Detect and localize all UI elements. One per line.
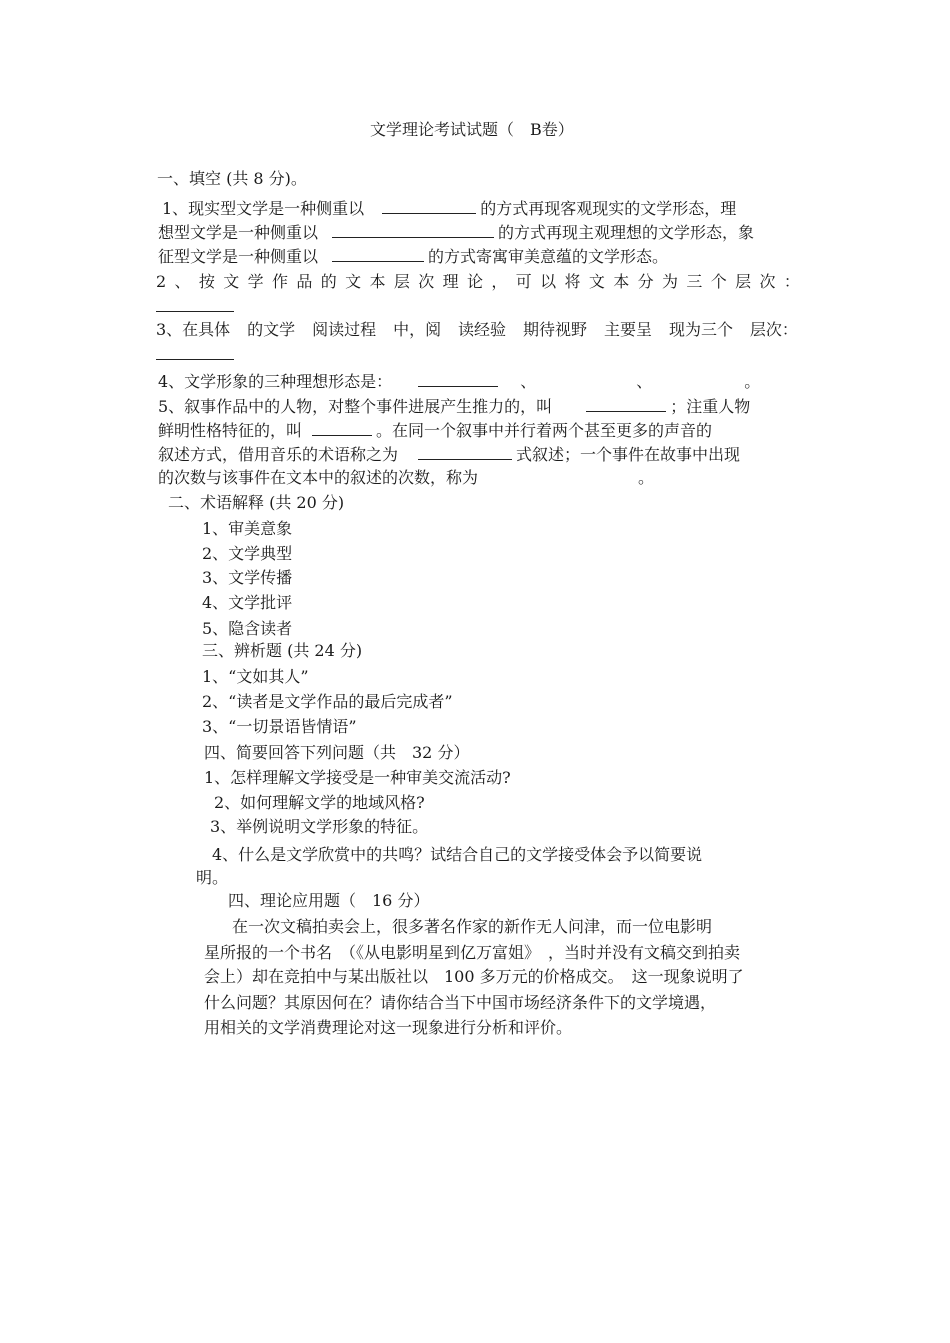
section-3-heading: 三、辨析题 (共 24 分)	[202, 641, 363, 660]
answer-blank	[418, 444, 512, 460]
q5-text-a: 5、叙事作品中的人物，对整个事件进展产生推力的，叫	[158, 397, 553, 416]
q1-text-e: 征型文学是一种侧重以	[158, 247, 319, 266]
term-item: 4、文学批评	[202, 593, 293, 612]
section-5-heading: 四、理论应用题（ 16 分）	[228, 891, 430, 910]
analysis-item: 2、“读者是文学作品的最后完成者”	[202, 692, 453, 711]
q3-segment: 读经验	[458, 320, 507, 339]
q3-segment: 3、在具体	[156, 320, 231, 339]
q3-line	[156, 320, 798, 342]
term-item: 1、审美意象	[202, 519, 293, 538]
answer-blank	[418, 371, 498, 387]
q5-text-f: 式叙述；一个事件在故事中出现	[516, 445, 741, 464]
q2-segment: 将	[564, 272, 581, 291]
q2-segment: 本	[613, 272, 630, 291]
application-paragraph-line: 星所报的一个书名 （《从电影明星到亿万富姐》 ，当时并没有文稿交到拍卖	[204, 943, 741, 962]
q2-segment: 文	[588, 272, 605, 291]
q3-segment: 层次：	[749, 320, 798, 339]
term-item: 5、隐含读者	[202, 619, 293, 638]
q5-text-c: 鲜明性格特征的，叫	[158, 421, 303, 440]
q1-line-2	[158, 222, 754, 244]
q2-line	[156, 272, 800, 294]
q2-segment: 层	[735, 272, 752, 291]
section-4-heading: 四、简要回答下列问题（共 32 分）	[204, 743, 470, 762]
q1-text-c: 想型文学是一种侧重以	[158, 223, 319, 242]
q2-segment: 本	[369, 272, 386, 291]
q2-segment: 理	[442, 272, 459, 291]
q5-line-3	[158, 444, 740, 466]
q5-text-g: 的次数与该事件在文本中的叙述的次数，称为	[158, 468, 479, 487]
q5-text-d: 。在同一个叙事中并行着两个甚至更多的声音的	[376, 421, 713, 440]
section-2-heading: 二、术语解释 (共 20 分)	[168, 493, 345, 512]
q3-segment: 阅读过程	[312, 320, 377, 339]
application-paragraph-line: 在一次文稿拍卖会上，很多著名作家的新作无人问津，而一位电影明	[232, 917, 713, 936]
answer-blank	[332, 246, 424, 262]
q1-text-f: 的方式寄寓审美意蕴的文学形态。	[428, 247, 669, 266]
q4-text-a: 4、文学形象的三种理想形态是：	[158, 372, 393, 391]
q2-segment: 为	[662, 272, 679, 291]
q2-segment: 以	[540, 272, 557, 291]
exam-title: 文学理论考试试题（ B卷）	[370, 120, 574, 139]
q2-segment: 三	[686, 272, 703, 291]
q5-line-1	[158, 396, 750, 418]
q1-text-a: 1、现实型文学是一种侧重以	[162, 199, 365, 218]
q3-segment: 主要呈	[603, 320, 652, 339]
q4-end: 。	[744, 372, 761, 391]
q2-segment: ：	[783, 272, 800, 291]
q2-segment: 、	[174, 272, 191, 291]
q3-segment: 中，阅	[393, 320, 442, 339]
q2-segment: 层	[393, 272, 410, 291]
analysis-item: 1、“文如其人”	[202, 667, 309, 686]
q2-segment: 次	[418, 272, 435, 291]
application-paragraph-line: 会上）却在竞拍中与某出版社以 100 多万元的价格成交。 这一现象说明了	[204, 967, 744, 986]
answer-blank	[332, 222, 494, 238]
q2-segment: 品	[296, 272, 313, 291]
q2-segment: 文	[345, 272, 362, 291]
q2-segment: 个	[710, 272, 727, 291]
answer-blank	[312, 420, 372, 436]
q2-segment: 2	[156, 272, 167, 291]
q2-segment: 次	[759, 272, 776, 291]
analysis-item: 3、“一切景语皆情语”	[202, 717, 357, 736]
q1-text-d: 的方式再现主观理想的文学形态，象	[498, 223, 755, 242]
q3-segment: 期待视野	[523, 320, 588, 339]
answer-blank	[382, 198, 476, 214]
answer-blank	[156, 311, 234, 312]
q4-sep-1: 、	[520, 372, 529, 391]
q3-segment: 现为三个	[668, 320, 733, 339]
section-1-heading: 一、填空 (共 8 分)。	[157, 169, 307, 188]
q2-segment: 学	[247, 272, 264, 291]
q5-line-2	[158, 420, 712, 442]
q4-sep-2: 、	[636, 372, 645, 391]
short-answer-item: 4、什么是文学欣赏中的共鸣？试结合自己的文学接受体会予以简要说	[212, 845, 703, 864]
q5-text-e: 叙述方式，借用音乐的术语称之为	[158, 445, 399, 464]
answer-blank	[156, 359, 234, 360]
q3-segment: 的文学	[247, 320, 296, 339]
q4-line	[158, 371, 760, 393]
short-answer-item: 1、怎样理解文学接受是一种审美交流活动?	[204, 768, 511, 787]
q2-segment: 作	[272, 272, 289, 291]
q2-segment: ，	[491, 272, 508, 291]
application-paragraph-line: 用相关的文学消费理论对这一现象进行分析和评价。	[204, 1018, 573, 1037]
q5-end: 。	[638, 468, 655, 487]
q2-segment: 论	[467, 272, 484, 291]
q2-segment: 分	[637, 272, 654, 291]
q2-segment: 文	[223, 272, 240, 291]
q1-line-3	[158, 246, 668, 268]
q2-segment: 的	[320, 272, 337, 291]
term-item: 2、文学典型	[202, 544, 293, 563]
answer-blank	[586, 396, 666, 412]
short-answer-item-cont: 明。	[196, 868, 229, 887]
application-paragraph-line: 什么问题？其原因何在？请你结合当下中国市场经济条件下的文学境遇，	[204, 993, 717, 1012]
q5-text-b: ；注重人物	[670, 397, 751, 416]
term-item: 3、文学传播	[202, 568, 293, 587]
q1-line-1	[162, 198, 736, 220]
q2-segment: 可	[515, 272, 532, 291]
short-answer-item: 3、举例说明文学形象的特征。	[210, 817, 429, 836]
q2-segment: 按	[198, 272, 215, 291]
q1-text-b: 的方式再现客观现实的文学形态，理	[480, 199, 737, 218]
q5-line-4	[158, 468, 654, 490]
short-answer-item: 2、如何理解文学的地域风格?	[214, 793, 425, 812]
